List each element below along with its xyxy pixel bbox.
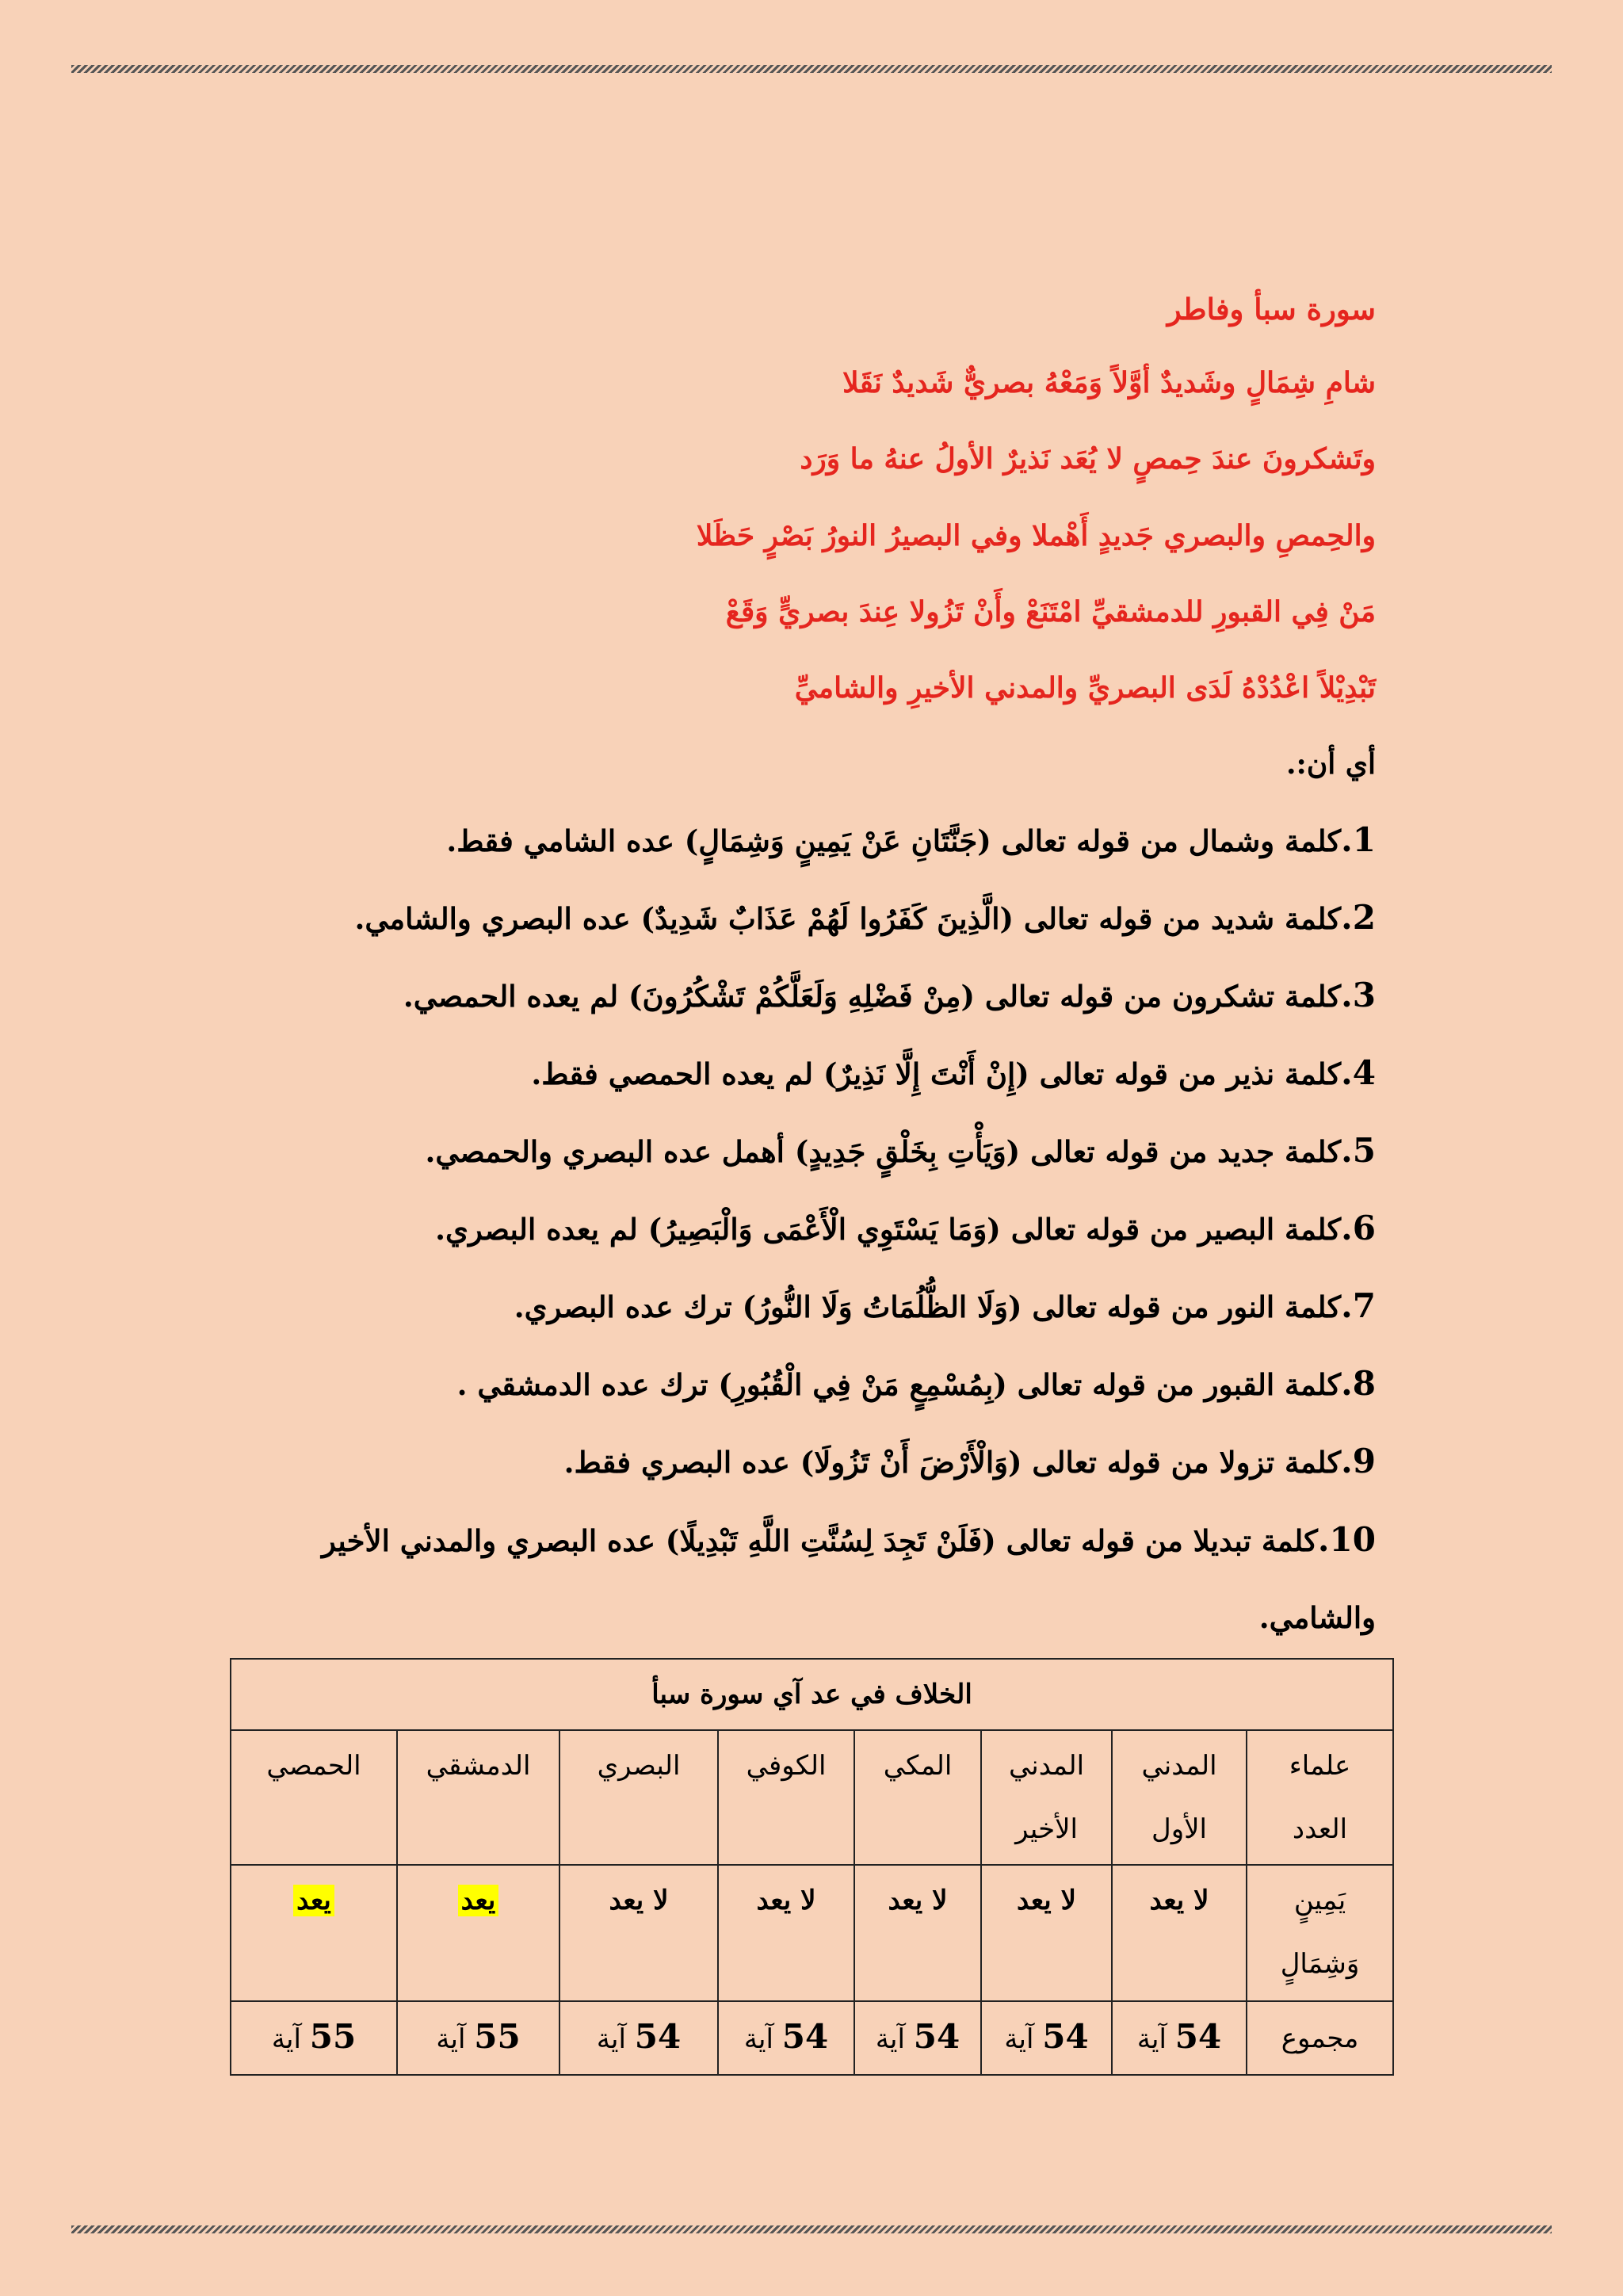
list-item-number: 10. <box>1317 1520 1376 1559</box>
highlighted-value: يعد <box>293 1885 334 1916</box>
list-item-text: كلمة شديد من قوله تعالى (الَّذِينَ كَفَرُوا لَهُمْ عَذَابٌ شَدِيدٌ) عده البصري والشامي. <box>354 901 1342 936</box>
bottom-decorative-rule <box>71 2225 1552 2233</box>
table-cell <box>231 1865 397 2001</box>
list-item-number: 9. <box>1341 1442 1376 1480</box>
list-item-text: كلمة وشمال من قوله تعالى (جَنَّتَانِ عَنْ يَمِينٍ وَشِمَالٍ) عده الشامي فقط. <box>446 823 1342 858</box>
list-item <box>314 899 1376 938</box>
column-header: الحمصي <box>231 1730 397 1865</box>
list-item <box>314 1209 1376 1248</box>
list-item-number: 2. <box>1341 898 1376 937</box>
list-item-text: كلمة البصير من قوله تعالى (وَمَا يَسْتَوِي الْأَعْمَى وَالْبَصِيرُ) لم يعده البصري. <box>435 1212 1342 1247</box>
table-cell: لا يعد <box>559 1865 718 2001</box>
list-item <box>314 1365 1376 1404</box>
list-item-text: كلمة تزولا من قوله تعالى (وَالْأَرْضَ أَنْ تَزُولَا) عده البصري فقط. <box>563 1445 1342 1480</box>
sum-cell: 55 آية <box>231 2001 397 2075</box>
table-header-row <box>231 1730 1393 1865</box>
column-header: المدني الأول <box>1112 1730 1247 1865</box>
list-item <box>314 1442 1376 1481</box>
explanation-list <box>314 821 1376 1695</box>
sum-cell: 54 آية <box>854 2001 981 2075</box>
list-item-number: 1. <box>1341 820 1376 859</box>
table-cell: لا يعد <box>1112 1865 1247 2001</box>
top-decorative-rule <box>71 65 1552 73</box>
list-item-number: 3. <box>1341 976 1376 1014</box>
poem-line-2: وتَشكرونَ عندَ حِمصٍ لا يُعَد نَذيرٌ الأولُ عنهُ ما وَرَد <box>800 442 1376 476</box>
column-header: الدمشقي <box>397 1730 559 1865</box>
table-cell: لا يعد <box>854 1865 981 2001</box>
list-item-number: 7. <box>1341 1286 1376 1325</box>
column-header: المكي <box>854 1730 981 1865</box>
sum-cell: 54 آية <box>981 2001 1112 2075</box>
table-row <box>231 1865 1393 2001</box>
list-item <box>314 1132 1376 1171</box>
verse-count-table <box>230 1658 1394 2076</box>
sum-cell: 54 آية <box>1112 2001 1247 2075</box>
poem-line-3: والحِمصِ والبصري جَديدٍ أَهْملا وفي البصيرُ النورُ بَصْرٍ حَظَلا <box>696 519 1376 552</box>
list-item <box>314 1287 1376 1326</box>
table-cell: لا يعد <box>981 1865 1112 2001</box>
list-item <box>314 1054 1376 1093</box>
list-item-number: 5. <box>1341 1131 1376 1170</box>
table-cell: لا يعد <box>718 1865 854 2001</box>
list-item <box>314 821 1376 860</box>
list-item-text: كلمة القبور من قوله تعالى (بِمُسْمِعٍ مَنْ فِي الْقُبُورِ) ترك عده الدمشقي . <box>456 1367 1342 1402</box>
table-title: الخلاف في عد آي سورة سبأ <box>231 1659 1393 1730</box>
poem-line-5: تَبْدِيْلاً اعْدُدْهُ لَدَى البصريِّ والمدني الأخيرِ والشاميِّ <box>794 671 1376 705</box>
list-item-text: كلمة جديد من قوله تعالى (وَيَأْتِ بِخَلْقٍ جَدِيدٍ) أهمل عده البصري والحمصي. <box>425 1134 1342 1169</box>
sum-cell: 55 آية <box>397 2001 559 2075</box>
table-cell <box>397 1865 559 2001</box>
column-header: علماء العدد <box>1247 1730 1393 1865</box>
list-item <box>314 1501 1376 1656</box>
list-item-text: كلمة تبديلا من قوله تعالى (فَلَنْ تَجِدَ لِسُنَّتِ اللَّهِ تَبْدِيلًا) عده البصري والمدني الأخير والشامي. <box>322 1523 1376 1635</box>
table-sum-row <box>231 2001 1393 2075</box>
table-cell-word: يَمِينٍ وَشِمَالٍ <box>1247 1865 1393 2001</box>
list-item <box>314 976 1376 1015</box>
list-item-text: كلمة تشكرون من قوله تعالى (مِنْ فَضْلِهِ وَلَعَلَّكُمْ تَشْكُرُونَ) لم يعده الحمصي. <box>403 979 1342 1014</box>
poem-line-1: شامِ شِمَالٍ وشَديدٌ أوَّلاً وَمَعْهُ بصريٌّ شَديدٌ نَقَلا <box>842 366 1376 399</box>
sum-label: مجموع <box>1247 2001 1393 2075</box>
highlighted-value: يعد <box>458 1885 499 1916</box>
column-header: البصري <box>559 1730 718 1865</box>
column-header: المدني الأخير <box>981 1730 1112 1865</box>
poem-line-4: مَنْ فِي القبورِ للدمشقيِّ امْتَنَعْ وأَنْ تَزُولا عِندَ بصريٍّ وَقَعْ <box>725 595 1376 628</box>
sub-heading: أي أن:. <box>1286 747 1376 781</box>
sum-cell: 54 آية <box>718 2001 854 2075</box>
section-heading: سورة سبأ وفاطر <box>1167 292 1376 327</box>
column-header: الكوفي <box>718 1730 854 1865</box>
list-item-text: كلمة نذير من قوله تعالى (إِنْ أَنْتَ إِلَّا نَذِيرٌ) لم يعده الحمصي فقط. <box>531 1056 1342 1091</box>
sum-cell: 54 آية <box>559 2001 718 2075</box>
list-item-number: 8. <box>1341 1364 1376 1403</box>
list-item-text: كلمة النور من قوله تعالى (وَلَا الظُّلُمَاتُ وَلَا النُّورُ) ترك عده البصري. <box>514 1289 1342 1324</box>
list-item-number: 4. <box>1341 1053 1376 1092</box>
list-item-number: 6. <box>1341 1209 1376 1247</box>
